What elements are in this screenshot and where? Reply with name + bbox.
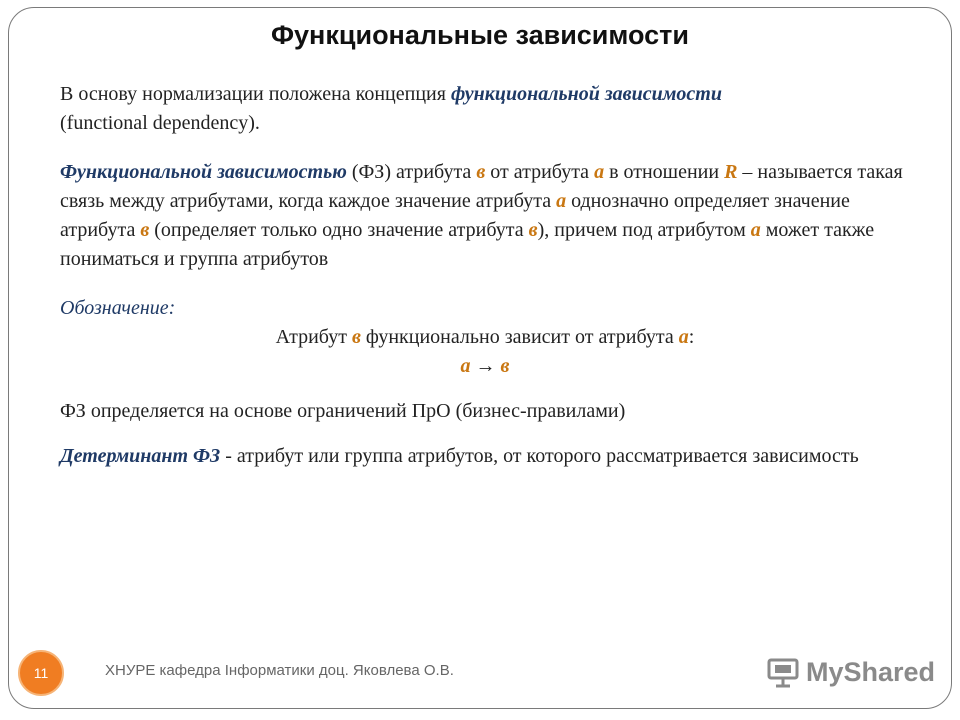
definition-text: однозначно определяет значение атрибута (60, 190, 850, 241)
definition-text: ), причем под атрибутом (537, 219, 751, 241)
attr-a: а (678, 326, 689, 348)
paragraph-intro (60, 80, 910, 138)
notation-text: функционально зависит от атрибута (360, 326, 679, 348)
definition-text: от атрибута (485, 161, 595, 183)
notation-text: : (688, 326, 695, 348)
paragraph-definition (60, 158, 910, 274)
attr-b: в (476, 161, 486, 183)
notation-line (60, 323, 910, 352)
definition-text: в отношении (604, 161, 725, 183)
term-definition: Функциональной зависимостью (60, 161, 347, 183)
term-determinant: Детерминант ФЗ (60, 445, 221, 467)
slide-body (60, 80, 910, 471)
definition-text: (ФЗ) атрибута (346, 161, 477, 183)
paragraph-determinant (60, 442, 910, 471)
definition-text: (определяет только одно значение атрибута (149, 219, 529, 241)
footer-author: ХНУРЕ кафедра Інформатики доц. Яковлева О.В. (105, 662, 454, 679)
formula-a: а (460, 355, 471, 377)
definition-text: может также пониматься и группа атрибутов (60, 219, 875, 270)
intro-text: В основу нормализации положена концепция (60, 83, 451, 105)
attr-b: в (528, 219, 538, 241)
attr-b: в (351, 326, 361, 348)
brand-logo (766, 655, 935, 689)
notation-formula (60, 352, 910, 381)
page-number-badge: 11 (18, 650, 64, 696)
arrow-icon: → (470, 355, 501, 377)
term-functional-dependency: функциональной зависимости (450, 83, 722, 105)
brand-name: MyShared (806, 656, 936, 687)
presentation-icon (766, 655, 800, 689)
attr-a: а (750, 219, 761, 241)
attr-a: а (556, 190, 567, 212)
notation-text: Атрибут (275, 326, 352, 348)
determinant-text: - атрибут или группа атрибутов, от которого рассматривается зависимость (220, 445, 859, 467)
attr-a: а (594, 161, 605, 183)
intro-english: (functional dependency). (60, 112, 260, 134)
definition-text: – называется такая связь между атрибутами, когда каждое значение атрибута (60, 161, 903, 212)
attr-b: в (140, 219, 150, 241)
notation-label: Обозначение: (60, 297, 176, 319)
formula-b: в (500, 355, 510, 377)
slide-title: Функциональные зависимости (270, 20, 689, 50)
relation-r: R (724, 161, 738, 183)
paragraph-business-rules: ФЗ определяется на основе ограничений ПрО (бизнес-правилами) (60, 400, 626, 422)
